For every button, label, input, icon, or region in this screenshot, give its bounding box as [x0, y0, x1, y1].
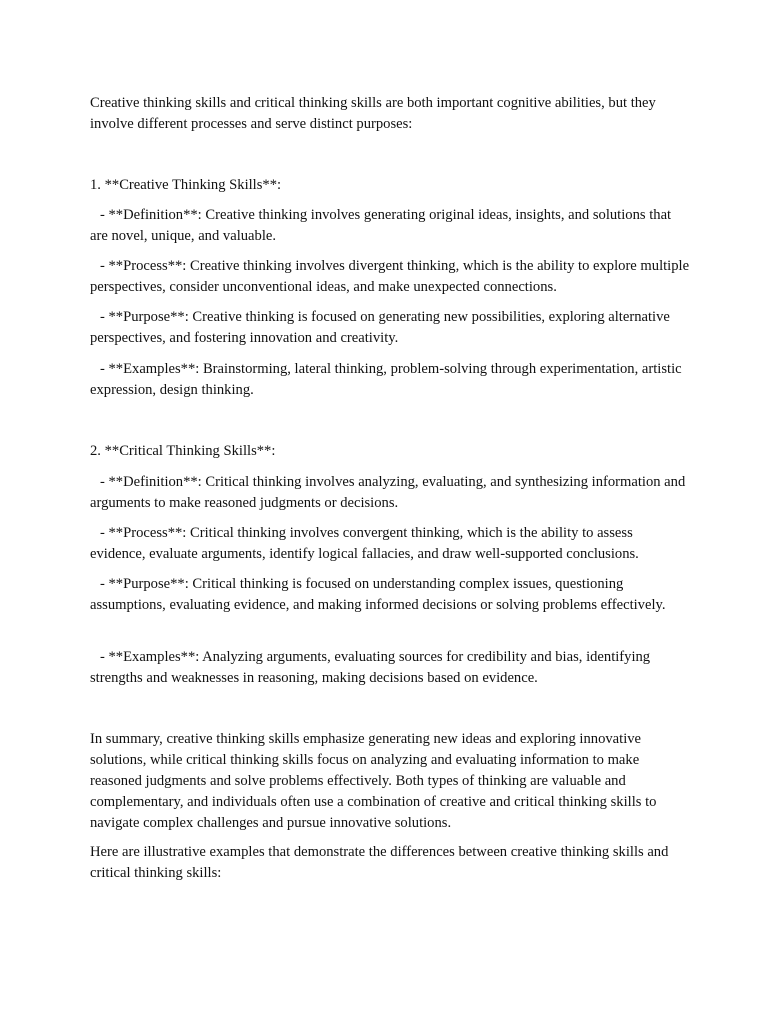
creative-definition-item: - **Definition**: Creative thinking involves generating original ideas, insights, and solutions that are novel, unique, and valuable. — [90, 207, 672, 244]
intro-paragraph: Creative thinking skills and critical thinking skills are both important cognitive abilities, but they involve different processes and serve distinct purposes: — [90, 95, 656, 132]
creative-thinking-heading: 1. **Creative Thinking Skills**: — [90, 177, 282, 193]
critical-examples-item: - **Examples**: Analyzing arguments, evaluating sources for credibility and bias, identifying strengths and weaknesses in reasoning, making decisions based on evidence. — [90, 649, 651, 686]
summary-paragraph: In summary, creative thinking skills emphasize generating new ideas and exploring innovative solutions, while critical thinking skills focus on analyzing and evaluating information to make reasoned judgments and solve problems effectively. Both types of thinking are valuable and complementary, and individuals often use a combination of creative and critical thinking skills to navigate complex challenges and pursue innovative solutions. — [90, 731, 657, 831]
closing-paragraph: Here are illustrative examples that demonstrate the differences between creative thinking skills and critical thinking skills: — [90, 844, 669, 881]
creative-examples-item: - **Examples**: Brainstorming, lateral thinking, problem-solving through experimentation, artistic expression, design thinking. — [90, 361, 682, 398]
critical-definition-item: - **Definition**: Critical thinking involves analyzing, evaluating, and synthesizing information and arguments to make reasoned judgments or decisions. — [90, 474, 686, 511]
creative-process-item: - **Process**: Creative thinking involves divergent thinking, which is the ability to explore multiple perspectives, consider unconventional ideas, and make unexpected connections. — [90, 258, 690, 295]
critical-thinking-heading: 2. **Critical Thinking Skills**: — [90, 443, 276, 459]
critical-purpose-item: - **Purpose**: Critical thinking is focused on understanding complex issues, questioning assumptions, evaluating evidence, and making informed decisions or solving problems effectively. — [90, 576, 666, 613]
critical-process-item: - **Process**: Critical thinking involves convergent thinking, which is the ability to assess evidence, evaluate arguments, identify logical fallacies, and draw well-supported conclusions. — [90, 525, 639, 562]
creative-purpose-item: - **Purpose**: Creative thinking is focused on generating new possibilities, exploring alternative perspectives, and fostering innovation and creativity. — [90, 309, 670, 346]
